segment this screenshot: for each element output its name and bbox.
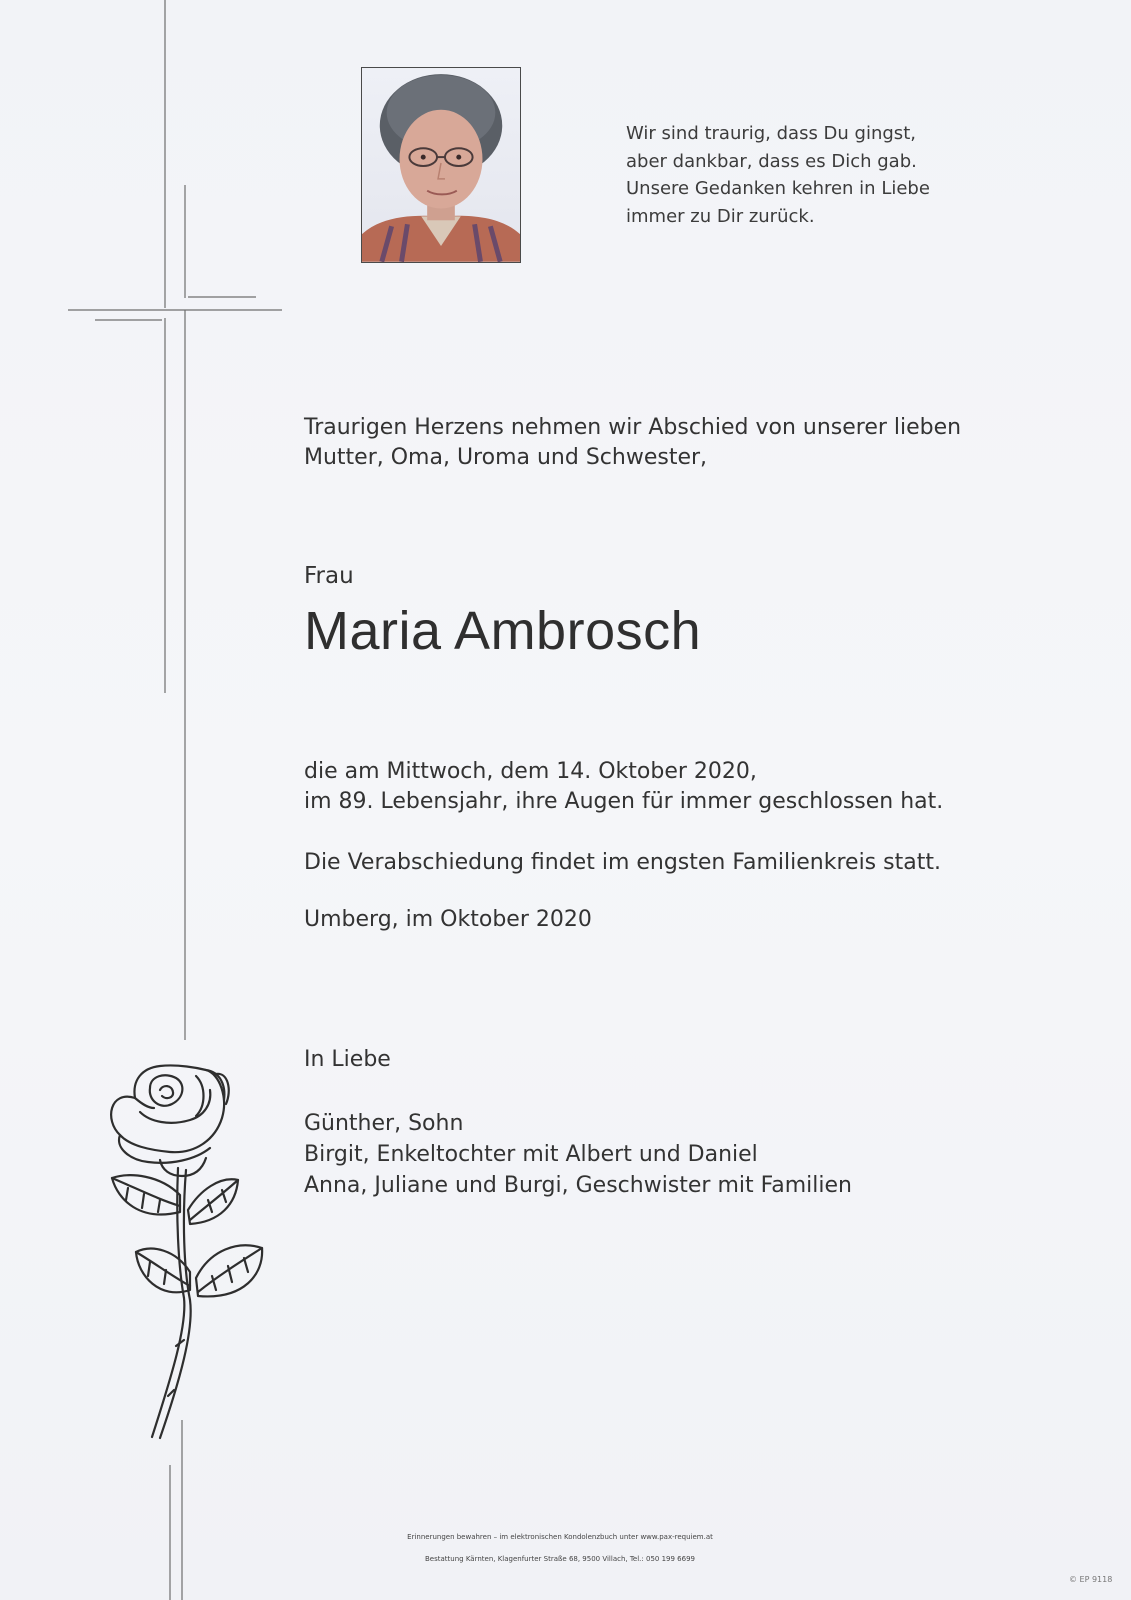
intro-line: Mutter, Oma, Uroma und Schwester, [304, 445, 708, 470]
print-code: © EP 9118 [1069, 1575, 1113, 1584]
portrait-image [362, 68, 520, 262]
mourner-line: Günther, Sohn [304, 1111, 464, 1136]
place-date: Umberg, im Oktober 2020 [304, 907, 592, 932]
quote-line: aber dankbar, dass es Dich gab. [626, 150, 917, 172]
footer-address-line: Bestattung Kärnten, Klagenfurter Straße 68, 9500 Villach, Tel.: 050 199 6699 [425, 1555, 695, 1563]
quote-line: Unsere Gedanken kehren in Liebe [626, 178, 930, 199]
mourner-line: Anna, Juliane und Burgi, Geschwister mit Familien [304, 1173, 852, 1198]
footer-condolence-line: Erinnerungen bewahren – im elektronischen Kondolenzbuch unter www.pax-requiem.at [407, 1533, 713, 1541]
details-line: im 89. Lebensjahr, ihre Augen für immer geschlossen hat. [304, 789, 944, 814]
mourner-line: Birgit, Enkeltochter mit Albert und Daniel [304, 1142, 758, 1167]
mourners-list [304, 1108, 852, 1201]
mourners-heading: In Liebe [304, 1047, 391, 1072]
intro-text [304, 413, 961, 473]
deceased-title: Frau [304, 563, 354, 589]
quote-line: immer zu Dir zurück. [626, 205, 815, 227]
deceased-name: Maria Ambrosch [304, 601, 702, 661]
quote-line: Wir sind traurig, dass Du gingst, [626, 123, 916, 144]
memorial-quote [626, 120, 1006, 230]
intro-line: Traurigen Herzens nehmen wir Abschied von unserer lieben [304, 415, 962, 440]
ceremony-note: Die Verabschiedung findet im engsten Familienkreis statt. [304, 850, 941, 875]
details-line: die am Mittwoch, dem 14. Oktober 2020, [304, 759, 757, 784]
portrait-photo [361, 67, 521, 263]
death-details [304, 757, 943, 817]
